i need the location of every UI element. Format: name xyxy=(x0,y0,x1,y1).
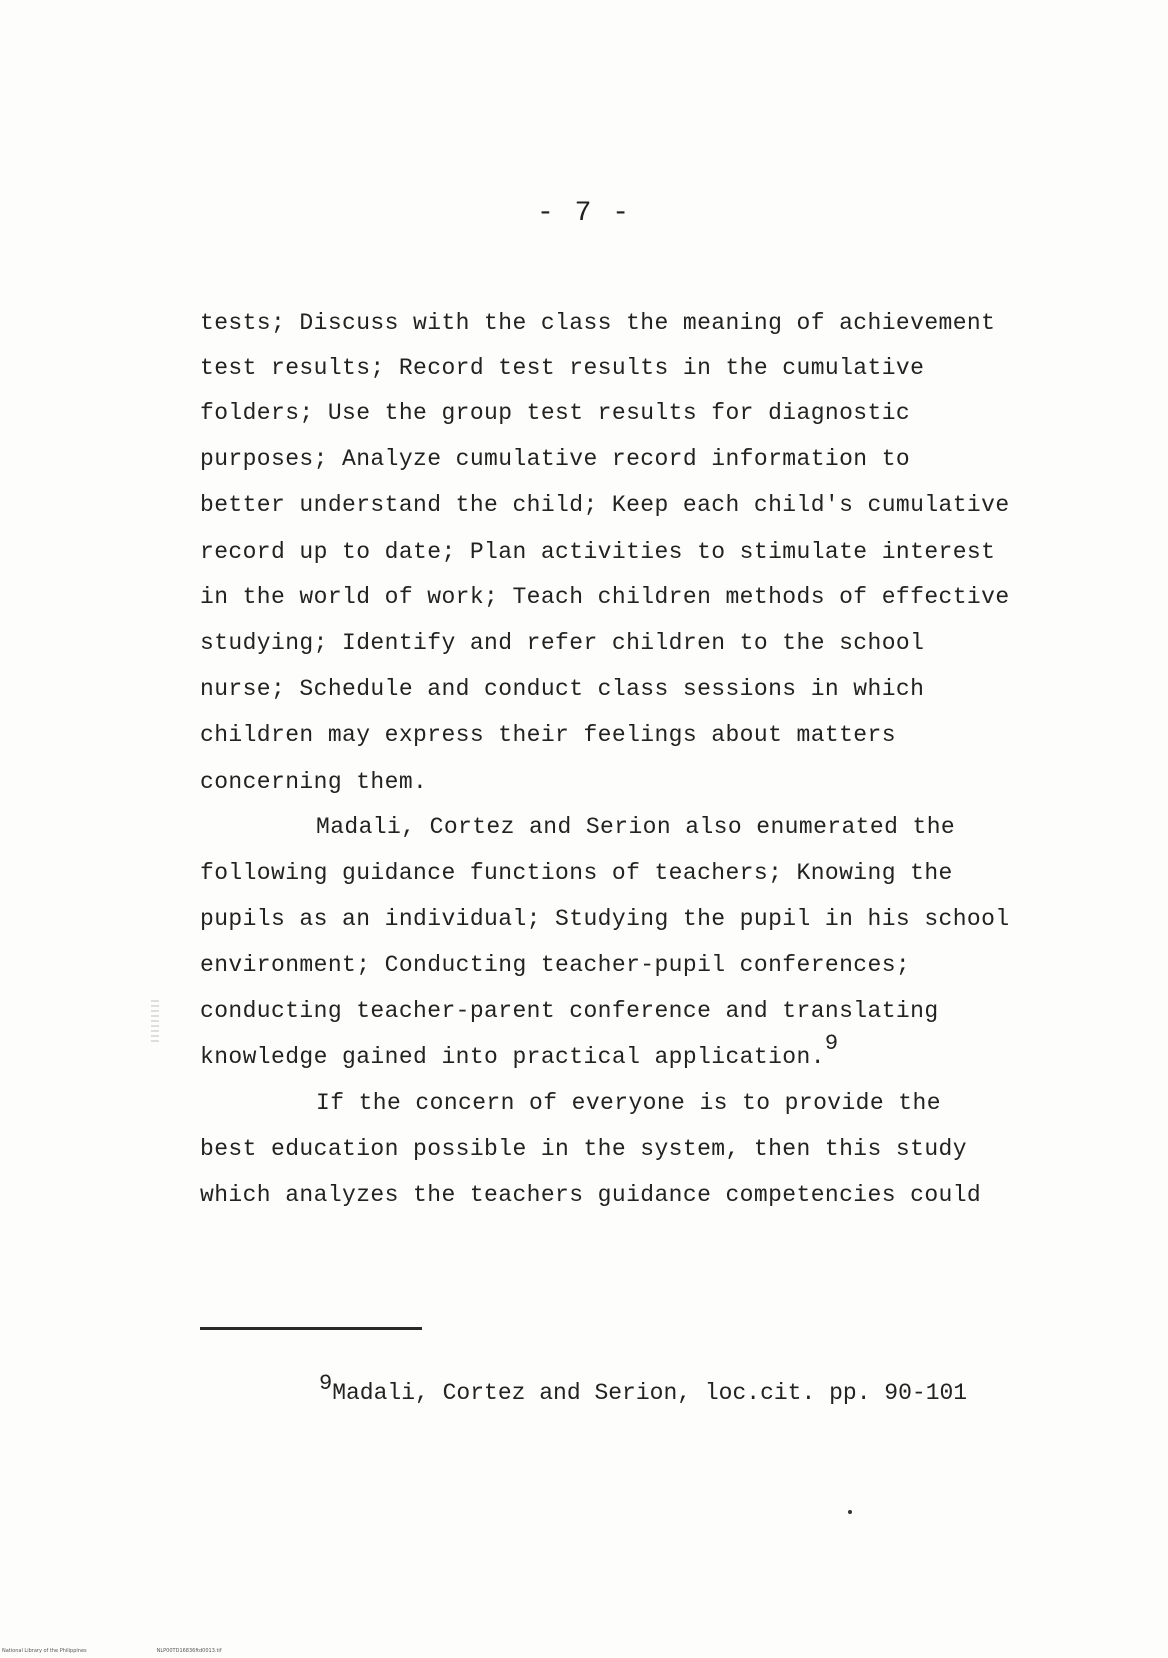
body-line: tests; Discuss with the class the meaning of achievement xyxy=(200,310,996,336)
body-line: pupils as an individual; Studying the pupil in his school xyxy=(200,906,1010,932)
paragraph-start: If the concern of everyone is to provide the xyxy=(316,1090,941,1116)
paragraph-start: Madali, Cortez and Serion also enumerated the xyxy=(316,814,956,840)
body-line: environment; Conducting teacher-pupil conferences; xyxy=(200,952,911,978)
body-line: best education possible in the system, then this study xyxy=(200,1136,967,1162)
body-line: purposes; Analyze cumulative record information to xyxy=(200,446,911,472)
scan-footer-library: National Library of the Philippines xyxy=(2,1648,87,1654)
body-line: nurse; Schedule and conduct class sessions in which xyxy=(200,676,925,702)
scan-artifact xyxy=(151,1000,159,1044)
scan-speck xyxy=(848,1510,852,1514)
body-line: conducting teacher-parent conference and translating xyxy=(200,998,939,1024)
scan-footer xyxy=(2,1648,292,1654)
body-line: in the world of work; Teach children methods of effective xyxy=(200,584,1010,610)
scan-footer-file: NLP00TD16836ftd0013.tif xyxy=(156,1648,222,1654)
footnote-reference: 9 xyxy=(824,1031,839,1056)
body-line: following guidance functions of teachers; Knowing the xyxy=(200,860,953,886)
footnote xyxy=(319,1371,968,1406)
body-line: concerning them. xyxy=(200,769,428,795)
page-number: - 7 - xyxy=(536,198,631,229)
footnote-divider xyxy=(200,1327,422,1330)
body-line-text: knowledge gained into practical application. xyxy=(200,1044,825,1070)
body-line: studying; Identify and refer children to the school xyxy=(200,630,925,656)
body-line: children may express their feelings about matters xyxy=(200,722,896,748)
body-line: test results; Record test results in the cumulative xyxy=(200,355,925,381)
body-line: better understand the child; Keep each child's cumulative xyxy=(200,492,1010,518)
footnote-text: Madali, Cortez and Serion, loc.cit. pp. 90-101 xyxy=(332,1380,968,1406)
body-line-with-citation xyxy=(200,1031,839,1070)
body-line: folders; Use the group test results for diagnostic xyxy=(200,400,911,426)
body-line: which analyzes the teachers guidance competencies could xyxy=(200,1182,982,1208)
footnote-marker: 9 xyxy=(319,1371,333,1396)
body-line: record up to date; Plan activities to stimulate interest xyxy=(200,539,996,565)
